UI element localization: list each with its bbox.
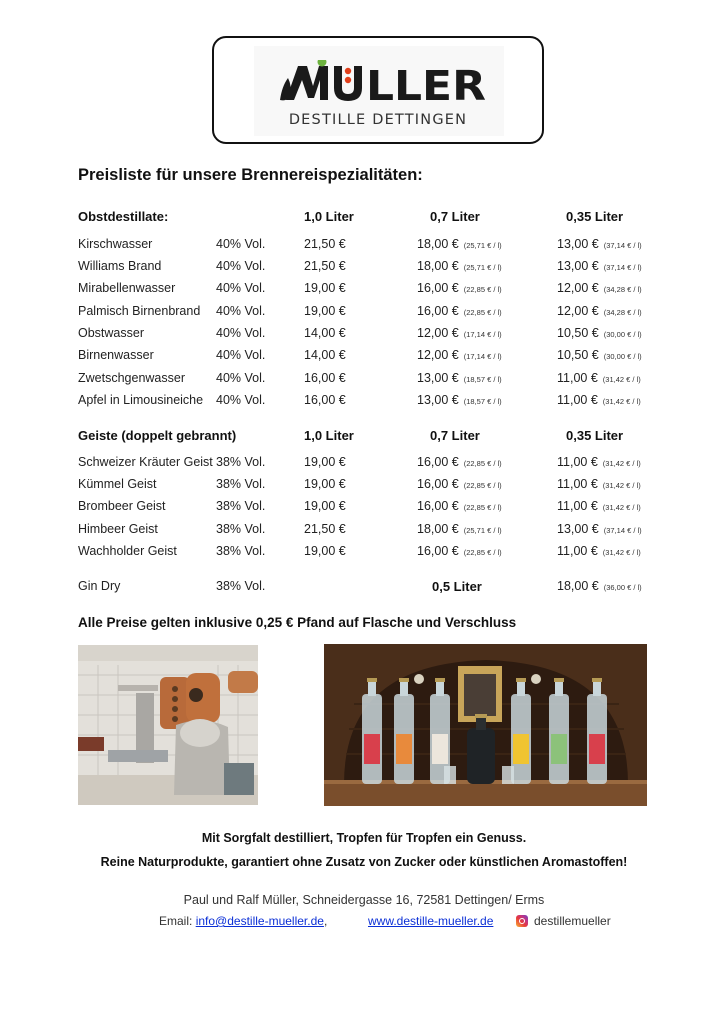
price-035l: 12,00 € (557, 281, 599, 295)
price-per-liter: (30,00 € / l) (603, 330, 642, 339)
product-abv: 40% Vol. (216, 237, 266, 251)
price-1l: 19,00 € (304, 304, 346, 318)
price-07l-cell (417, 259, 502, 273)
product-name: Brombeer Geist (78, 499, 166, 513)
price-035l: 11,00 € (557, 393, 598, 407)
price-1l: 21,50 € (304, 259, 346, 273)
price-per-liter: (17,14 € / l) (463, 352, 502, 361)
price-row (0, 522, 728, 542)
gin-price: 18,00 € (557, 579, 599, 593)
price-per-liter: (31,42 € / l) (602, 397, 641, 406)
product-abv: 38% Vol. (216, 499, 266, 513)
email-block (159, 914, 327, 928)
price-1l: 16,00 € (304, 393, 346, 407)
product-name: Kümmel Geist (78, 477, 157, 491)
price-row (0, 259, 728, 279)
price-row (0, 281, 728, 301)
product-abv: 40% Vol. (216, 281, 266, 295)
price-row (0, 499, 728, 519)
price-035l: 13,00 € (557, 522, 599, 536)
price-row (0, 371, 728, 391)
price-035l: 10,50 € (557, 348, 599, 362)
price-035l: 11,00 € (557, 477, 598, 491)
price-035l: 13,00 € (557, 237, 599, 251)
price-per-liter: (31,42 € / l) (602, 548, 641, 557)
price-row (0, 348, 728, 368)
price-07l: 13,00 € (417, 393, 459, 407)
price-07l: 12,00 € (417, 348, 459, 362)
price-per-liter: (37,14 € / l) (603, 241, 642, 250)
product-abv: 38% Vol. (216, 477, 266, 491)
price-035l-cell (557, 259, 642, 273)
product-abv: 38% Vol. (216, 579, 266, 593)
product-name: Himbeer Geist (78, 522, 158, 536)
price-07l-cell (417, 281, 502, 295)
product-abv: 38% Vol. (216, 455, 266, 469)
gin-price-cell (557, 579, 642, 593)
price-per-liter: (22,85 € / l) (463, 308, 502, 317)
price-row (0, 477, 728, 497)
price-row-gin (0, 579, 728, 599)
email-label: Email: (159, 914, 193, 928)
price-per-liter: (22,85 € / l) (463, 503, 502, 512)
logo-box (212, 36, 544, 144)
gin-size: 0,5 Liter (432, 579, 482, 594)
price-07l-cell (417, 304, 502, 318)
column-header-1l: 1,0 Liter (304, 428, 354, 443)
price-per-liter: (22,85 € / l) (463, 481, 502, 490)
price-035l: 12,00 € (557, 304, 599, 318)
price-035l-cell (557, 455, 641, 469)
slogan-line-1: Mit Sorgfalt destilliert, Tropfen für Tropfen ein Genuss. (201, 831, 527, 845)
price-07l-cell (417, 326, 502, 340)
price-row (0, 544, 728, 564)
email-separator: , (323, 914, 328, 928)
price-07l-cell (417, 477, 502, 491)
price-1l: 19,00 € (304, 477, 346, 491)
price-035l-cell (557, 499, 641, 513)
price-035l-cell (557, 326, 642, 340)
website-link[interactable]: www.destille-mueller.de (368, 914, 494, 928)
instagram-icon (516, 915, 528, 927)
price-07l: 16,00 € (417, 304, 459, 318)
price-07l: 12,00 € (417, 326, 459, 340)
price-07l-cell (417, 499, 502, 513)
price-per-liter: (18,57 € / l) (463, 375, 502, 384)
product-name: Obstwasser (78, 326, 144, 340)
price-1l: 16,00 € (304, 371, 346, 385)
product-abv: 38% Vol. (216, 544, 266, 558)
price-1l: 19,00 € (304, 499, 346, 513)
price-035l: 11,00 € (557, 544, 598, 558)
price-row (0, 237, 728, 257)
price-07l-cell (417, 348, 502, 362)
price-035l: 10,50 € (557, 326, 599, 340)
section-header-obstdestillate (0, 209, 728, 229)
product-abv: 40% Vol. (216, 259, 266, 273)
price-per-liter: (25,71 € / l) (463, 241, 502, 250)
price-per-liter: (34,28 € / l) (603, 308, 642, 317)
price-035l: 13,00 € (557, 259, 599, 273)
price-035l-cell (557, 348, 642, 362)
product-name: Mirabellenwasser (78, 281, 176, 295)
price-07l-cell (417, 522, 502, 536)
price-035l: 11,00 € (557, 455, 598, 469)
product-name: Williams Brand (78, 259, 162, 273)
column-header-035l: 0,35 Liter (566, 428, 624, 443)
price-per-liter: (31,42 € / l) (602, 459, 641, 468)
price-07l-cell (417, 393, 502, 407)
svg-text:LLER: LLER (366, 62, 486, 102)
product-name: Schweizer Kräuter Geist (78, 455, 213, 469)
slogan-line-2: Reine Naturprodukte, garantiert ohne Zusatz von Zucker oder künstlichen Aromastoffen! (100, 855, 628, 869)
logo-subtitle: DESTILLE DETTINGEN (288, 112, 468, 128)
price-07l: 18,00 € (417, 522, 459, 536)
price-035l-cell (557, 237, 642, 251)
price-row (0, 393, 728, 413)
price-07l: 16,00 € (417, 544, 459, 558)
price-per-liter: (22,85 € / l) (463, 285, 502, 294)
email-link[interactable]: info@destille-mueller.de (195, 914, 324, 928)
price-1l: 14,00 € (304, 348, 346, 362)
website-block (368, 914, 493, 928)
section-header-geiste (0, 428, 728, 448)
column-header-1l: 1,0 Liter (304, 209, 354, 224)
column-header-07l: 0,7 Liter (430, 428, 480, 443)
price-per-liter: (31,42 € / l) (602, 503, 641, 512)
price-07l-cell (417, 455, 502, 469)
logo-wordmark (278, 60, 488, 102)
price-1l: 19,00 € (304, 455, 346, 469)
product-name: Zwetschgenwasser (78, 371, 185, 385)
price-per-liter: (25,71 € / l) (463, 263, 502, 272)
product-name: Palmisch Birnenbrand (78, 304, 201, 318)
price-035l: 11,00 € (557, 499, 598, 513)
price-per-liter: (31,42 € / l) (602, 481, 641, 490)
price-035l: 11,00 € (557, 371, 598, 385)
price-1l: 19,00 € (304, 281, 346, 295)
price-035l-cell (557, 281, 642, 295)
price-per-liter: (34,28 € / l) (603, 285, 642, 294)
price-row (0, 326, 728, 346)
product-name: Gin Dry (78, 579, 121, 593)
product-abv: 40% Vol. (216, 304, 266, 318)
deposit-notice: Alle Preise gelten inklusive 0,25 € Pfand auf Flasche und Verschluss (78, 615, 517, 630)
product-name: Wachholder Geist (78, 544, 177, 558)
column-header-035l: 0,35 Liter (566, 209, 624, 224)
price-1l: 19,00 € (304, 544, 346, 558)
price-035l-cell (557, 304, 642, 318)
price-per-liter: (22,85 € / l) (463, 548, 502, 557)
price-per-liter: (37,14 € / l) (603, 263, 642, 272)
price-per-liter: (36,00 € / l) (603, 583, 642, 592)
price-035l-cell (557, 371, 641, 385)
price-per-liter: (17,14 € / l) (463, 330, 502, 339)
price-07l: 16,00 € (417, 281, 459, 295)
price-1l: 21,50 € (304, 237, 346, 251)
price-row (0, 304, 728, 324)
product-abv: 40% Vol. (216, 371, 266, 385)
product-name: Kirschwasser (78, 237, 153, 251)
price-per-liter: (31,42 € / l) (602, 375, 641, 384)
price-per-liter: (22,85 € / l) (463, 459, 502, 468)
distillery-still-photo (78, 645, 258, 805)
page-title: Preisliste für unsere Brennereispezialitäten: (78, 166, 423, 184)
price-07l: 18,00 € (417, 259, 459, 273)
price-1l: 14,00 € (304, 326, 346, 340)
logo-green-dot (318, 60, 327, 67)
price-035l-cell (557, 522, 642, 536)
product-name: Birnenwasser (78, 348, 154, 362)
price-07l: 18,00 € (417, 237, 459, 251)
price-07l-cell (417, 237, 502, 251)
section-title: Geiste (doppelt gebrannt) (78, 428, 237, 443)
product-name: Apfel in Limousineiche (78, 393, 204, 407)
price-row (0, 455, 728, 475)
price-035l-cell (557, 393, 641, 407)
price-per-liter: (30,00 € / l) (603, 352, 642, 361)
product-abv: 40% Vol. (216, 348, 266, 362)
price-07l-cell (417, 544, 502, 558)
price-per-liter: (18,57 € / l) (463, 397, 502, 406)
price-07l: 16,00 € (417, 499, 459, 513)
price-035l-cell (557, 477, 641, 491)
product-abv: 38% Vol. (216, 522, 266, 536)
price-07l: 16,00 € (417, 477, 459, 491)
price-07l: 13,00 € (417, 371, 459, 385)
price-per-liter: (25,71 € / l) (463, 526, 502, 535)
price-1l: 21,50 € (304, 522, 346, 536)
instagram-block[interactable] (516, 914, 611, 928)
price-07l: 16,00 € (417, 455, 459, 469)
price-035l-cell (557, 544, 641, 558)
product-abv: 40% Vol. (216, 326, 266, 340)
address: Paul und Ralf Müller, Schneidergasse 16, 72581 Dettingen/ Erms (183, 893, 545, 907)
bottles-display-photo (324, 644, 647, 806)
price-07l-cell (417, 371, 502, 385)
price-per-liter: (37,14 € / l) (603, 526, 642, 535)
instagram-handle: destillemueller (534, 914, 611, 928)
product-abv: 40% Vol. (216, 393, 266, 407)
section-title: Obstdestillate: (78, 209, 169, 224)
column-header-07l: 0,7 Liter (430, 209, 480, 224)
